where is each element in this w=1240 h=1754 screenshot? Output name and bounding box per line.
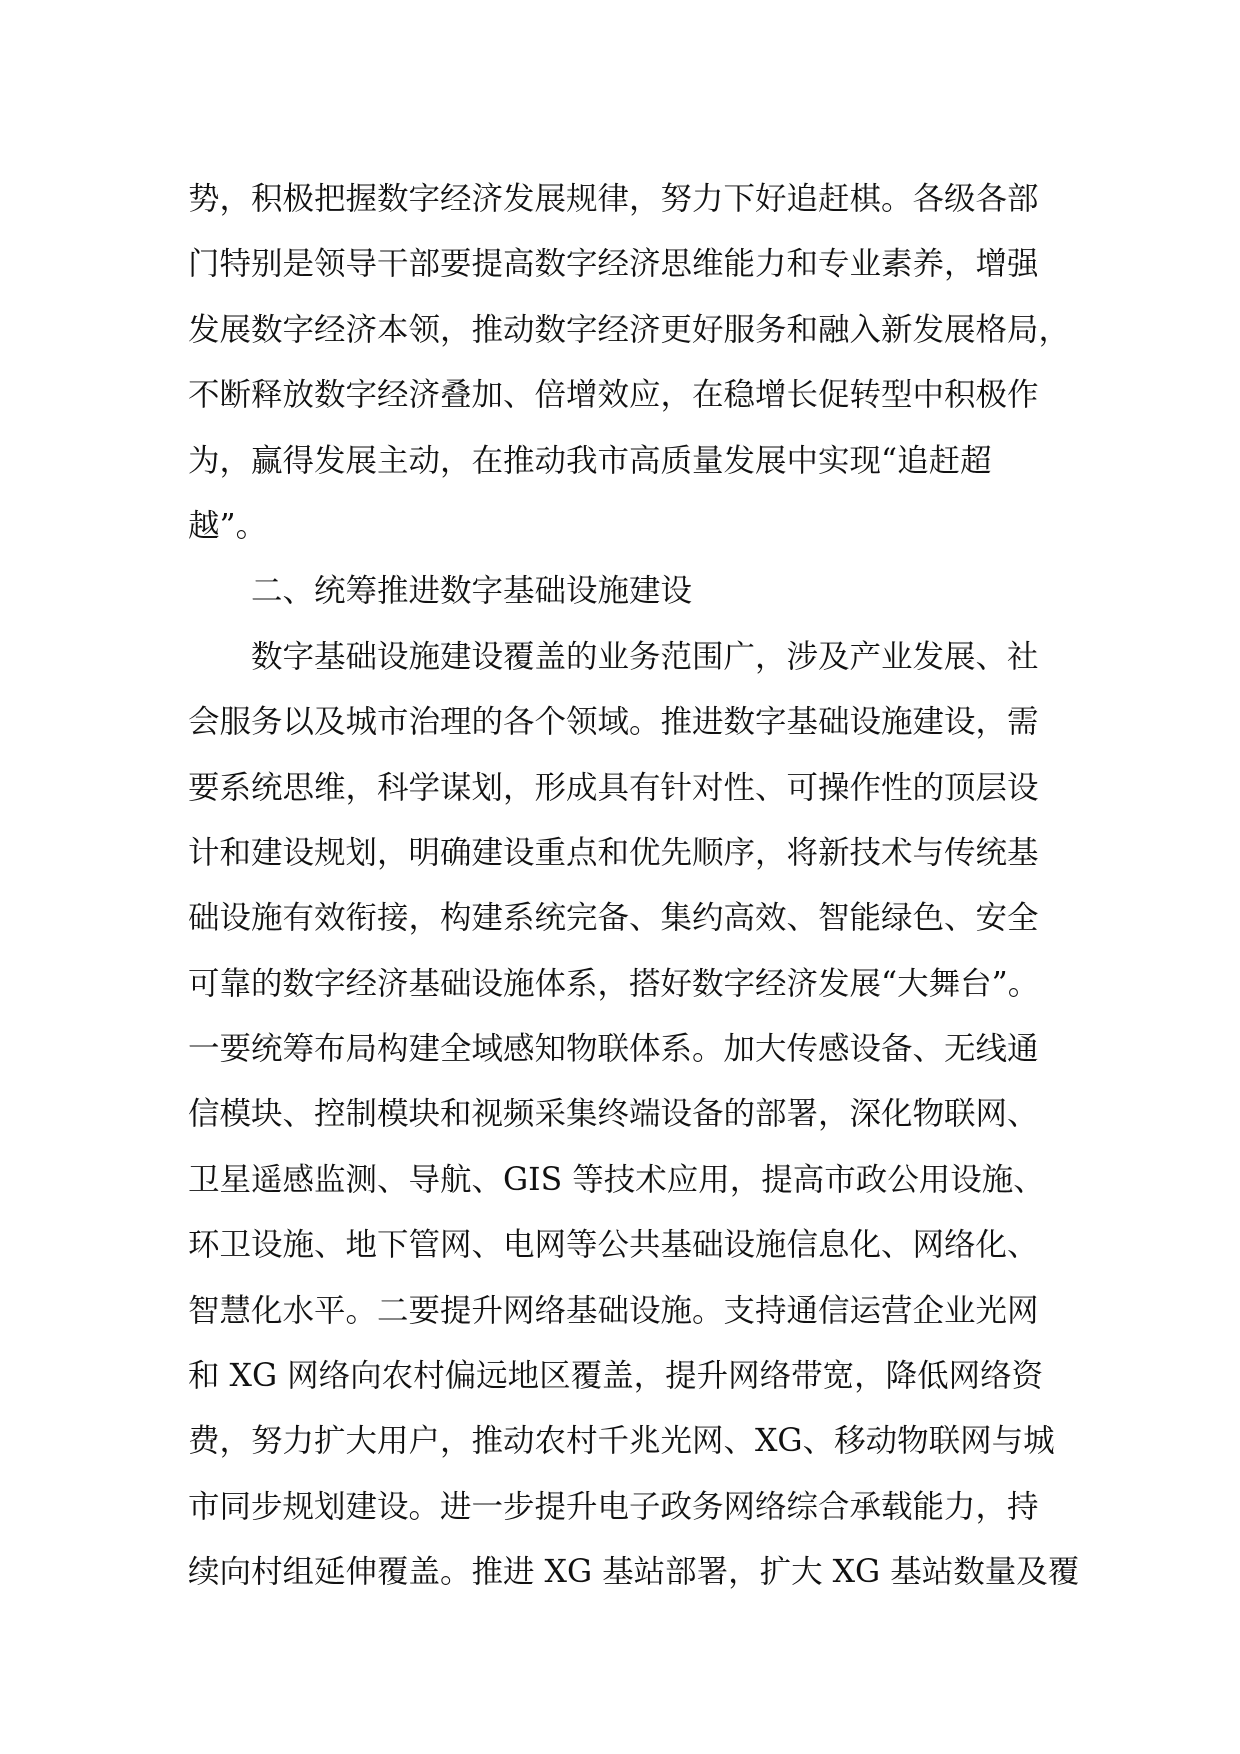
text-line: 计和建设规划，明确建设重点和优先顺序，将新技术与传统基 [188, 834, 1039, 871]
text-line: 卫星遥感监测、导航、GIS 等技术应用，提高市政公用设施、 [188, 1161, 1045, 1198]
text-line: 越”。 [188, 507, 268, 544]
text-line: 为，赢得发展主动，在推动我市高质量发展中实现“追赶超 [188, 442, 992, 479]
text-line: 市同步规划建设。进一步提升电子政务网络综合承载能力，持 [188, 1488, 1039, 1525]
body-text [188, 167, 1088, 1606]
text-line: 础设施有效衔接，构建系统完备、集约高效、智能绿色、安全 [188, 900, 1039, 937]
paragraph-start-line: 数字基础设施建设覆盖的业务范围广，涉及产业发展、社 [251, 638, 1039, 675]
text-line: 一要统筹布局构建全域感知物联体系。加大传感设备、无线通 [188, 1031, 1039, 1068]
text-line: 势，积极把握数字经济发展规律，努力下好追赶棋。各级各部 [188, 181, 1039, 217]
text-line: 发展数字经济本领，推动数字经济更好服务和融入新发展格局， [188, 311, 1071, 348]
section-heading: 二、统筹推进数字基础设施建设 [251, 573, 693, 610]
text-line: 信模块、控制模块和视频采集终端设备的部署，深化物联网、 [188, 1096, 1039, 1133]
text-line: 要系统思维，科学谋划，形成具有针对性、可操作性的顶层设 [188, 769, 1039, 806]
text-line: 和 XG 网络向农村偏远地区覆盖，提升网络带宽，降低网络资 [188, 1358, 1044, 1395]
text-line: 不断释放数字经济叠加、倍增效应，在稳增长促转型中积极作 [188, 377, 1039, 414]
text-line: 环卫设施、地下管网、电网等公共基础设施信息化、网络化、 [188, 1227, 1039, 1264]
text-line: 费，努力扩大用户，推动农村千兆光网、XG、移动物联网与城 [188, 1423, 1055, 1460]
text-line: 可靠的数字经济基础设施体系，搭好数字经济发展“大舞台”。 [188, 965, 1040, 1002]
text-line: 门特别是领导干部要提高数字经济思维能力和专业素养，增强 [188, 246, 1039, 283]
text-line: 续向村组延伸覆盖。推进 XG 基站部署，扩大 XG 基站数量及覆 [188, 1554, 1080, 1591]
text-line: 会服务以及城市治理的各个领域。推进数字基础设施建设，需 [188, 704, 1039, 741]
text-line: 智慧化水平。二要提升网络基础设施。支持通信运营企业光网 [188, 1292, 1039, 1329]
